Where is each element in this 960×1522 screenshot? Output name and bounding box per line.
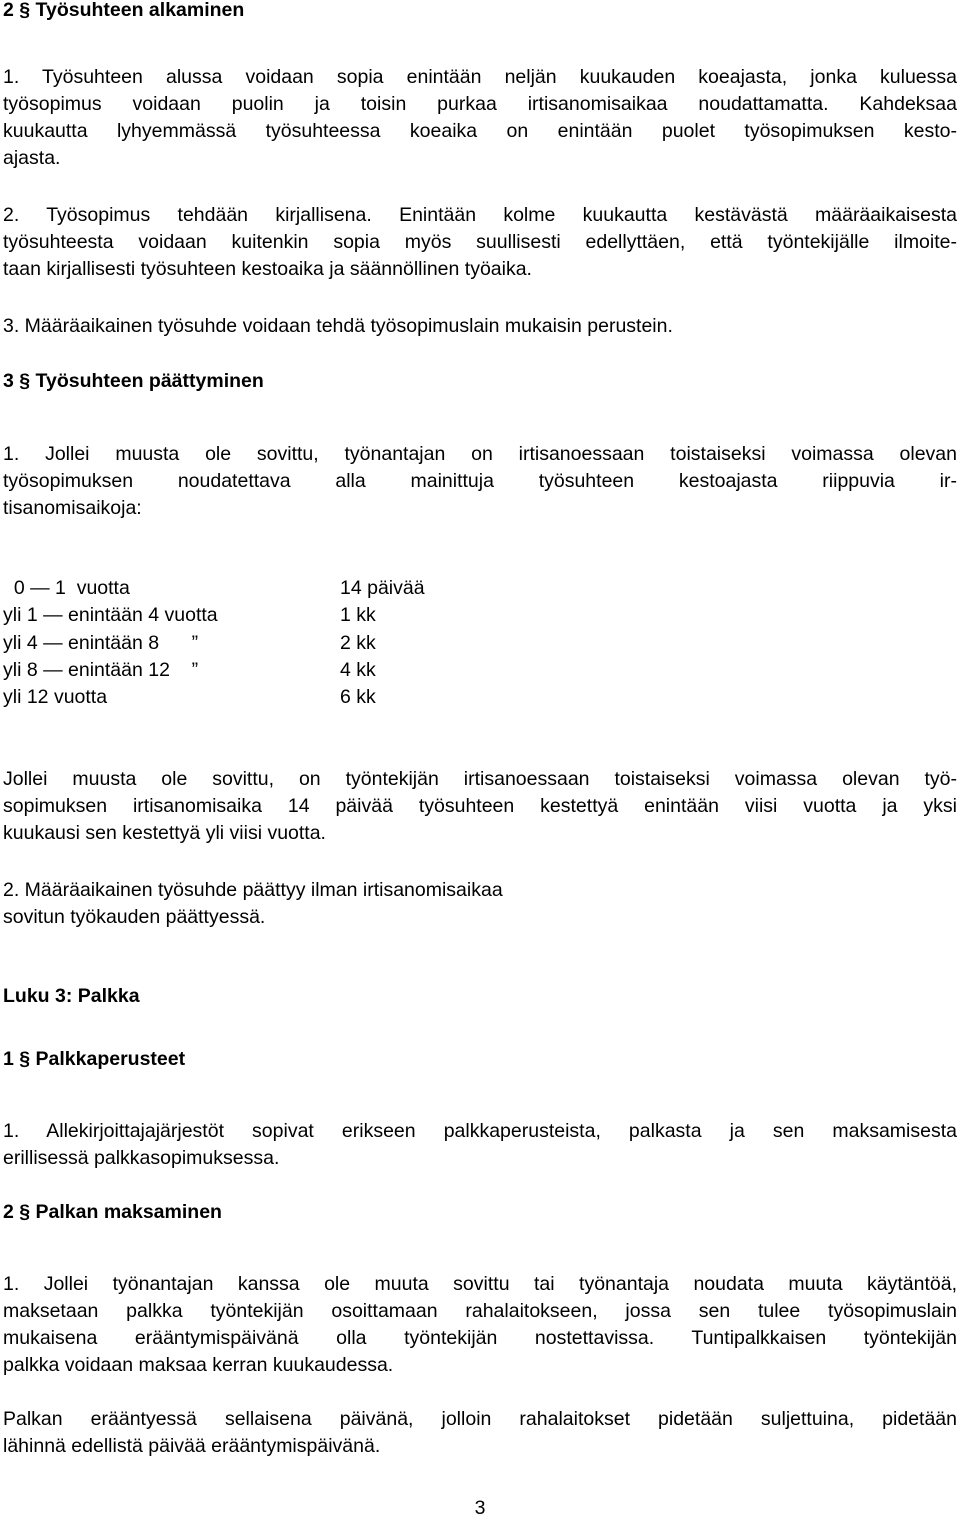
duration-cell: yli 12 vuotta xyxy=(3,686,108,708)
paragraph-tyontekijan-irtisanomisaika xyxy=(3,766,957,847)
text-line: kuukausi sen kestettyä yli viisi vuotta. xyxy=(3,822,326,844)
table-row xyxy=(3,630,425,657)
text-line: tisanomisaikoja: xyxy=(3,497,142,519)
paragraph-eraantymispaiva xyxy=(3,1406,957,1460)
duration-cell: yli 1 — enintään 4 vuotta xyxy=(3,604,218,627)
text-line: sopimuksen irtisanomisaika 14 päivää työsuhteen kestettyä enintään viisi vuotta ja yksi xyxy=(3,795,957,817)
text-line: erillisessä palkkasopimuksessa. xyxy=(3,1147,280,1169)
notice-cell: 6 kk xyxy=(340,686,376,708)
table-row xyxy=(3,575,425,602)
text-line: lähinnä edellistä päivää erääntymispäivänä. xyxy=(3,1435,381,1457)
text-line: 2. Työsopimus tehdään kirjallisena. Enintään kolme kuukautta kestävästä määräaikaisesta xyxy=(3,204,957,226)
table-row xyxy=(3,657,425,684)
text-line: työsopimuksen noudatettava alla mainittuja työsuhteen kestoajasta riippuvia ir- xyxy=(3,470,957,492)
text-line: 1. Allekirjoittajajärjestöt sopivat erikseen palkkaperusteista, palkasta ja sen maksamisesta xyxy=(3,1120,957,1142)
text-line: mukaisena erääntymispäivänä olla työntekijän nostettavissa. Tuntipalkkaisen työntekijän xyxy=(3,1327,957,1349)
duration-cell: yli 4 — enintään 8 ” xyxy=(3,631,199,654)
paragraph-maaraaikainen: 3. Määräaikainen työsuhde voidaan tehdä työsopimuslain mukaisin perustein. xyxy=(3,315,673,337)
paragraph-kirjallinen-tyosopimus xyxy=(3,202,957,283)
text-line: palkka voidaan maksaa kerran kuukaudessa. xyxy=(3,1354,394,1376)
paragraph-irtisanomisajat xyxy=(3,441,957,522)
paragraph-palkkasopimus xyxy=(3,1118,957,1172)
text-line: Palkan erääntyessä sellaisena päivänä, jolloin rahalaitokset pidetään suljettuina, pidetään xyxy=(3,1408,957,1430)
table-row xyxy=(3,684,425,711)
heading-palkkaperusteet: 1 § Palkkaperusteet xyxy=(3,1048,186,1070)
text-line: taan kirjallisesti työsuhteen kestoaika ja säännöllinen työaika. xyxy=(3,258,532,280)
heading-palkan-maksaminen: 2 § Palkan maksaminen xyxy=(3,1201,222,1223)
paragraph-koeaika xyxy=(3,64,957,172)
duration-cell: 0 — 1 vuotta xyxy=(3,577,130,599)
text-line: työsuhteesta voidaan kuitenkin sopia myös suullisesti edellyttäen, että työntekijälle ilmoite- xyxy=(3,231,957,253)
heading-tyosuhteen-alkaminen: 2 § Työsuhteen alkaminen xyxy=(3,0,245,21)
text-line: 2. Määräaikainen työsuhde päättyy ilman irtisanomisaikaa xyxy=(3,879,503,901)
text-line: maksetaan palkka työntekijän osoittamaan rahalaitokseen, jossa sen tulee työsopimuslain xyxy=(3,1300,957,1322)
notice-cell: 1 kk xyxy=(340,604,376,627)
text-line: työsopimus voidaan puolin ja toisin purkaa irtisanomisaikaa noudattamatta. Kahdeksaa xyxy=(3,93,957,115)
page-number: 3 xyxy=(474,1497,486,1519)
notice-cell: 2 kk xyxy=(340,631,376,654)
paragraph-palkanmaksu xyxy=(3,1271,957,1379)
text-line: kuukautta lyhyemmässä työsuhteessa koeaika on enintään puolet työsopimuksen kesto- xyxy=(3,120,957,142)
text-line: 1. Työsuhteen alussa voidaan sopia enintään neljän kuukauden koeajasta, jonka kuluessa xyxy=(3,66,957,88)
duration-cell: yli 8 — enintään 12 ” xyxy=(3,658,199,681)
text-line: 1. Jollei työnantajan kanssa ole muuta sovittu tai työnantaja noudata muuta käytäntöä, xyxy=(3,1273,957,1295)
text-line: Jollei muusta ole sovittu, on työntekijän irtisanoessaan toistaiseksi voimassa olevan työ- xyxy=(3,768,957,790)
text-line: sovitun työkauden päättyessä. xyxy=(3,906,266,928)
table-row xyxy=(3,602,425,629)
notice-cell: 4 kk xyxy=(340,658,376,681)
text-line: 1. Jollei muusta ole sovittu, työnantajan on irtisanoessaan toistaiseksi voimassa olevan xyxy=(3,443,957,465)
paragraph-maaraaikainen-paattyy xyxy=(3,877,957,931)
text-line: ajasta. xyxy=(3,147,61,169)
notice-periods-table xyxy=(3,575,425,711)
heading-luku-3-palkka: Luku 3: Palkka xyxy=(3,985,140,1007)
notice-cell: 14 päivää xyxy=(340,577,425,599)
heading-tyosuhteen-paattyminen: 3 § Työsuhteen päättyminen xyxy=(3,370,264,392)
